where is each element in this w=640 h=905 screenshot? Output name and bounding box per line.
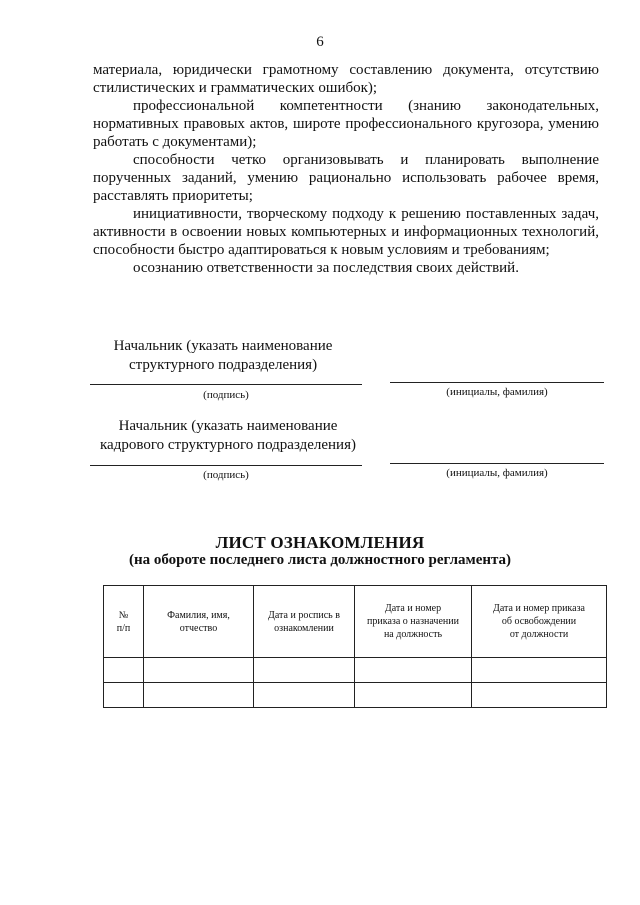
- sheet-subtitle: (на обороте последнего листа должностного регламента): [128, 552, 512, 568]
- name-line: [390, 463, 604, 464]
- header-line: приказа о назначении: [367, 616, 459, 627]
- header-line: Дата и номер: [384, 603, 442, 614]
- sheet-title: ЛИСТ ОЗНАКОМЛЕНИЯ: [215, 533, 425, 552]
- paragraph: инициативности, творческому подходу к решению поставленных задач, активности в освоении новых компьютерных и информационных технологий, способности быстро адаптироваться к новым условиям и требованиям;: [93, 206, 599, 258]
- table-cell[interactable]: [104, 683, 144, 708]
- table-cell[interactable]: [144, 683, 254, 708]
- header-line: Фамилия, имя,: [167, 609, 230, 621]
- table-cell[interactable]: [355, 658, 472, 683]
- table-row: [104, 658, 607, 683]
- header-line: отчество: [179, 622, 218, 634]
- signature-line: [90, 465, 362, 466]
- signature-title-line: Начальник (указать наименование: [118, 418, 338, 434]
- paragraph: профессиональной компетентности (знанию законодательных, нормативных правовых актов, широте профессионального кругозора, умению работать с документами);: [93, 98, 599, 150]
- paragraph: способности четко организовывать и планировать выполнение порученных заданий, умению рационально использовать рабочее время, расставлять приоритеты;: [93, 152, 599, 204]
- header-dismissal-order: [472, 586, 607, 658]
- header-line: об освобождении: [501, 616, 577, 627]
- paragraph: осознанию ответственности за последствия своих действий.: [133, 260, 519, 276]
- table-cell[interactable]: [472, 658, 607, 683]
- body-text: [93, 61, 599, 277]
- header-date-signature: [254, 586, 355, 658]
- name-line: [390, 382, 604, 383]
- signature-title-line: Начальник (указать наименование: [113, 338, 333, 354]
- name-caption: (инициалы, фамилия): [446, 386, 548, 398]
- name-caption: (инициалы, фамилия): [446, 467, 548, 479]
- header-line: Дата и роспись в: [268, 609, 340, 621]
- table-cell[interactable]: [254, 658, 355, 683]
- table-cell[interactable]: [472, 683, 607, 708]
- table-cell[interactable]: [144, 658, 254, 683]
- signature-title-line: кадрового структурного подразделения): [100, 437, 356, 453]
- header-line: Дата и номер приказа: [493, 603, 585, 614]
- table-header-row: [104, 586, 607, 658]
- signature-caption: (подпись): [203, 469, 249, 481]
- page-number: 6: [316, 34, 324, 50]
- paragraph: материала, юридически грамотному составлению документа, отсутствию стилистических и грамматических ошибок);: [93, 62, 599, 96]
- table-row: [104, 683, 607, 708]
- header-number: [104, 586, 144, 658]
- header-line: от должности: [509, 629, 569, 640]
- signature-title-2: [93, 417, 363, 455]
- signature-title-line: структурного подразделения): [128, 357, 318, 373]
- header-full-name: [144, 586, 254, 658]
- header-line: на должность: [383, 629, 443, 640]
- header-line: №: [118, 609, 129, 621]
- header-line: ознакомлении: [274, 622, 334, 634]
- signature-caption: (подпись): [203, 389, 249, 401]
- acknowledgment-table: [103, 585, 607, 708]
- signature-title-1: [103, 337, 343, 375]
- table-cell[interactable]: [355, 683, 472, 708]
- table-cell[interactable]: [254, 683, 355, 708]
- header-appointment-order: [355, 586, 472, 658]
- table-cell[interactable]: [104, 658, 144, 683]
- header-line: п/п: [116, 622, 131, 634]
- signature-line: [90, 384, 362, 385]
